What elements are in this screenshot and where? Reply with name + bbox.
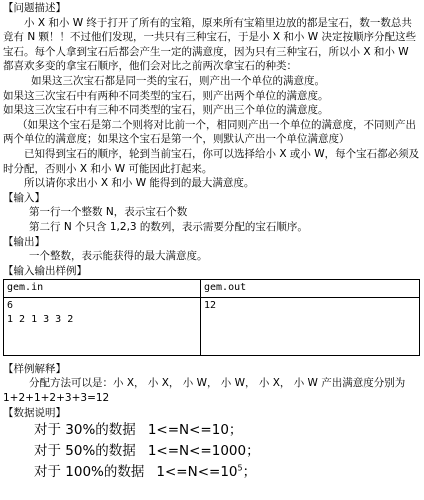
assignment-paragraph: 已知得到宝石的顺序，轮到当前宝石，你可以选择给小 X 或小 W，每个宝石都必须及时分配，否则小 X 和小 W 可能因此打起来。 [3, 147, 420, 175]
constraint-100-range: 1<=N<=10 [156, 464, 238, 481]
constraint-100-label: 对于 100%的数据 [34, 464, 145, 481]
heading-input: 【输入】 [3, 191, 45, 204]
constraint-50-range: 1<=N<=1000； [147, 443, 260, 460]
heading-problem: 【问题描述】 [3, 2, 66, 14]
sample-in-cell [4, 297, 201, 355]
heading-sample: 【输入输出样例】 [3, 264, 87, 277]
constraint-50 [3, 441, 421, 462]
output-line: 一个整数，表示能获得的最大满意度。 [29, 250, 208, 263]
heading-explain: 【样例解释】 [3, 362, 66, 375]
rule-note: （如果这个宝石是第二个则将对比前一个，相同则产出一个单位的满意度，不同则产出两个单位的满意度；如果这个宝石是第一个，则默认产出一个单位满意度） [3, 118, 416, 146]
input-line-2: 第二行 N 个只含 1,2,3 的数列，表示需要分配的宝石顺序。 [29, 220, 308, 233]
sample-in-header: gem.in [4, 280, 201, 298]
rule-same-type: 如果这三次宝石都是同一类的宝石，则产出一个单位的满意度。 [31, 74, 325, 87]
sample-out-line-1: 12 [204, 299, 217, 311]
sample-in-line-2: 1 2 1 3 3 2 [7, 313, 74, 325]
heading-constraints: 【数据说明】 [3, 406, 66, 419]
input-line-1: 第一行一个整数 N，表示宝石个数 [29, 206, 188, 219]
rule-two-types: 如果这三次宝石中有两种不同类型的宝石，则产出两个单位的满意度。 [3, 89, 329, 102]
explain-line-2: 1+2+1+2+3+3=12 [3, 392, 110, 405]
sample-out-header: gem.out [201, 280, 420, 298]
constraint-100 [3, 462, 421, 483]
sample-table [3, 279, 420, 356]
constraint-30 [3, 420, 421, 441]
task-paragraph: 所以请你求出小 X 和小 W 能得到的最大满意度。 [24, 177, 255, 190]
sample-in-line-1: 6 [7, 299, 14, 311]
constraint-30-range: 1<=N<=10； [147, 422, 243, 439]
constraint-100-exponent: 5 [237, 463, 243, 473]
rule-three-types: 如果这三次宝石中有三种不同类型的宝石，则产出三个单位的满意度。 [3, 104, 329, 117]
heading-output: 【输出】 [3, 235, 45, 248]
explain-line-1: 分配方法可以是：小 X， 小 X， 小 W， 小 W， 小 X， 小 W 产出满意度分别为 [29, 377, 406, 390]
description-paragraph: 小 X 和小 W 终于打开了所有的宝箱，原来所有宝箱里边放的都是宝石，数一数总共竟有 N 颗！！不过他们发现，一共只有三种宝石，于是小 X 和小 W 决定按顺序分配这些宝石。每个人拿到宝石后都会产生一定的满意度，因为只有三种宝石，所以小 X 和小 W 都喜欢多变的拿宝石顺序，他们会对比之前两次拿宝石的种类： [3, 16, 416, 73]
constraint-50-label: 对于 50%的数据 [34, 443, 136, 460]
sample-out-cell [201, 297, 420, 355]
constraint-100-tail: ； [242, 464, 257, 481]
constraint-30-label: 对于 30%的数据 [34, 422, 136, 439]
